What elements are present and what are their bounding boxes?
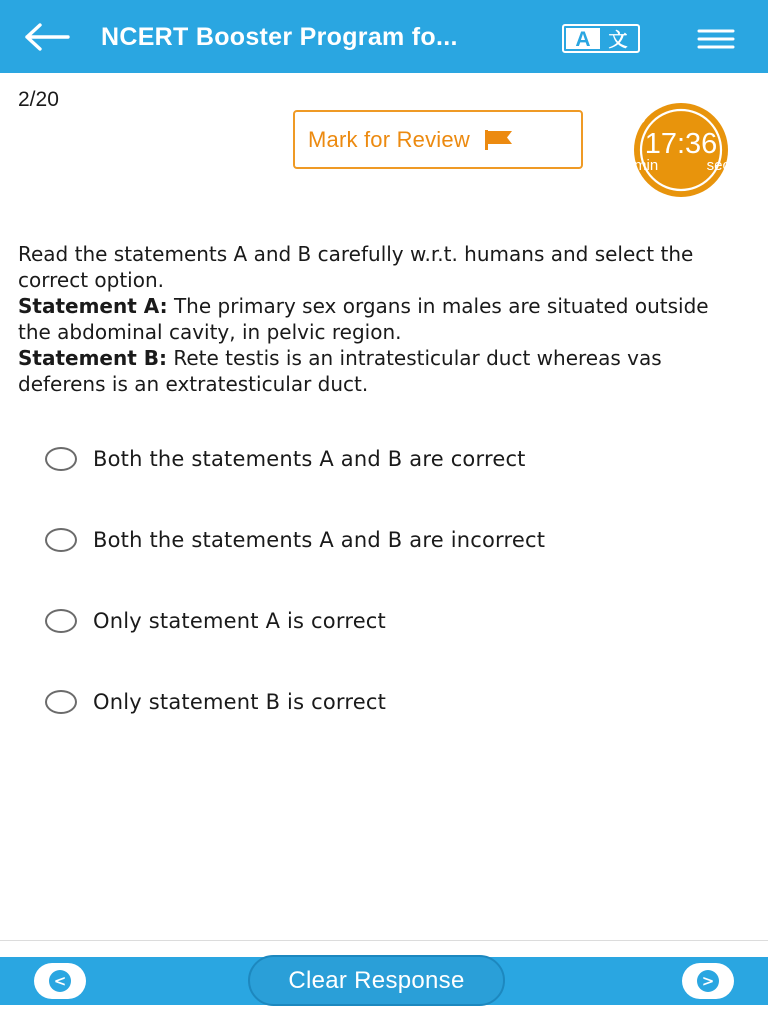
statement-b [18, 345, 738, 397]
countdown-timer [612, 102, 750, 198]
hamburger-menu-icon [696, 26, 736, 52]
next-pill [682, 963, 734, 999]
translate-icon [562, 24, 640, 53]
arrow-left-icon [22, 22, 70, 52]
menu-button[interactable] [696, 26, 736, 52]
translate-glyph-han: 文 [608, 29, 628, 51]
question-intro: Read the statements A and B carefully w.r.t. humans and select the correct option. [18, 242, 694, 292]
timer-value: 17:36 [644, 128, 718, 160]
answer-option-label: Both the statements A and B are correct [93, 447, 526, 471]
prev-pill [34, 963, 86, 999]
answer-option-label: Both the statements A and B are incorrect [93, 528, 546, 552]
mark-for-review-label: Mark for Review [308, 126, 470, 152]
flag-icon [484, 129, 514, 151]
statement-a-text: The primary sex organs in males are situated outside the abdominal cavity, in pelvic region. [18, 294, 709, 344]
clear-response-button[interactable]: Clear Response [248, 955, 505, 1006]
app-bar [0, 0, 768, 73]
question-text [18, 241, 738, 397]
radio-button[interactable] [45, 690, 77, 714]
statement-b-label: Statement B: [18, 346, 167, 370]
translate-glyph-latin: A [575, 28, 591, 51]
page-title: NCERT Booster Program fo... [101, 23, 458, 51]
chevron-right-icon: > [697, 970, 719, 992]
statement-a [18, 293, 738, 345]
answer-option-2[interactable] [45, 520, 725, 560]
radio-button[interactable] [45, 447, 77, 471]
answer-option-3[interactable] [45, 601, 725, 641]
radio-button[interactable] [45, 609, 77, 633]
translate-button[interactable] [562, 24, 640, 53]
answer-option-4[interactable] [45, 682, 725, 722]
chevron-left-icon: < [49, 970, 71, 992]
answer-option-1[interactable] [45, 439, 725, 479]
timer-units [634, 158, 730, 174]
mark-for-review-button[interactable] [293, 110, 583, 169]
statement-a-label: Statement A: [18, 294, 168, 318]
timer-minutes-unit: min [634, 157, 659, 174]
previous-question-button[interactable] [0, 957, 89, 1005]
answer-option-label: Only statement A is correct [93, 609, 386, 633]
statement-b-text: Rete testis is an intratesticular duct whereas vas deferens is an extratesticular duct. [18, 346, 662, 396]
footer-divider [0, 940, 768, 941]
back-button[interactable] [22, 20, 74, 54]
question-counter: 2/20 [18, 88, 59, 111]
next-question-button[interactable] [679, 957, 768, 1005]
answer-option-label: Only statement B is correct [93, 690, 387, 714]
radio-button[interactable] [45, 528, 77, 552]
timer-seconds-unit: sec [706, 157, 730, 174]
